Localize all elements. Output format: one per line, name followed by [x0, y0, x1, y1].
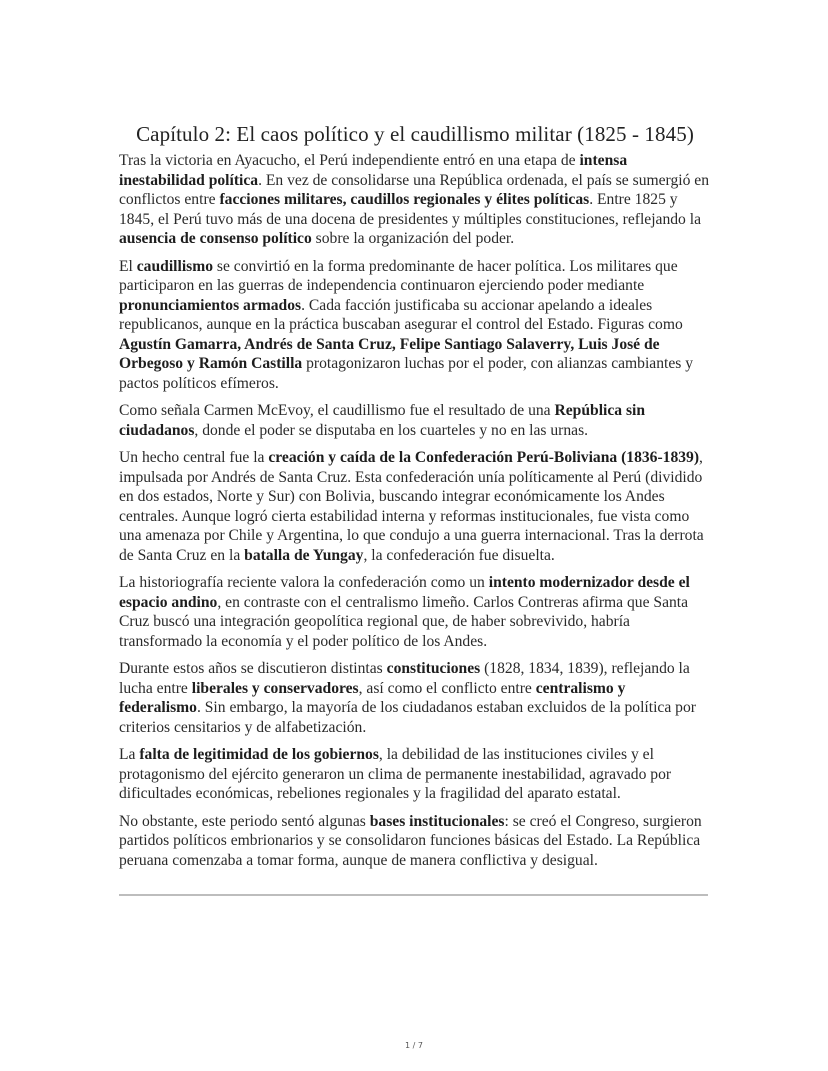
text: Durante estos años se discutieron distintas — [119, 660, 387, 677]
text: , en contraste con el centralismo limeño. Carlos Contreras afirma que Santa Cruz buscó una integración geopolítica regional que, de haber sobrevivido, habría transformado la economía y el poder político de los Andes. — [119, 593, 689, 650]
paragraphs — [119, 151, 711, 870]
paragraph — [119, 151, 711, 249]
bold-text: Agustín Gamarra, Andrés de Santa Cruz, Felipe Santiago Salaverry, Luis José de Orbegoso y Ramón Castilla — [119, 335, 660, 372]
paragraph — [119, 573, 711, 651]
paragraph — [119, 448, 711, 565]
bold-text: pronunciamientos armados — [119, 296, 302, 314]
page-number: 1 / 7 — [405, 1041, 423, 1050]
horizontal-rule — [119, 894, 708, 896]
bold-text: centralismo y federalismo — [119, 679, 626, 716]
text: sobre la organización del poder. — [311, 230, 515, 247]
paragraph — [119, 401, 711, 440]
text: . Entre 1825 y 1845, el Perú tuvo más de una docena de presidentes y múltiples constituciones, reflejando la — [119, 191, 702, 228]
text: Tras la victoria en Ayacucho, el Perú independiente entró en una etapa de — [119, 152, 580, 169]
text: protagonizaron luchas por el poder, con alianzas cambiantes y pactos políticos efímeros. — [119, 355, 694, 392]
text: Un hecho central fue la — [119, 449, 269, 466]
text: Como señala Carmen McEvoy, el caudillismo fue el resultado de una — [119, 402, 555, 419]
bold-text: caudillismo — [136, 257, 214, 275]
text: La — [119, 746, 140, 763]
text: , donde el poder se disputaba en los cuarteles y no en las urnas. — [194, 421, 589, 439]
text: , la confederación fue disuelta. — [363, 546, 555, 564]
bold-text: falta de legitimidad de los gobiernos — [139, 746, 379, 763]
bold-text: intento modernizador desde el espacio andino — [119, 574, 690, 611]
document-body — [119, 121, 711, 878]
paragraph — [119, 745, 711, 804]
bold-text: liberales y conservadores — [191, 679, 359, 697]
bold-text: constituciones — [386, 660, 481, 677]
paragraph — [119, 812, 711, 871]
bold-text: ausencia de consenso político — [119, 230, 312, 247]
text: La historiografía reciente valora la confederación como un — [119, 574, 489, 591]
text: , así como el conflicto entre — [358, 679, 536, 697]
text: (1828, 1834, 1839), reflejando la lucha entre — [119, 660, 690, 697]
bold-text: creación y caída de la Confederación Perú-Boliviana (1836-1839) — [268, 449, 700, 466]
bold-text: bases institucionales — [369, 812, 505, 830]
text: se convirtió en la forma predominante de hacer política. Los militares que participaron en las guerras de independencia continuaron ejerciendo poder mediante — [119, 257, 678, 294]
text: No obstante, este periodo sentó algunas — [119, 812, 370, 830]
text: : se creó el Congreso, surgieron partidos políticos embrionarios y se consolidaron funciones básicas del Estado. La República peruana comenzaba a tomar forma, aunque de manera conflictiva y desigual. — [119, 812, 702, 869]
bold-text: batalla de Yungay — [244, 546, 364, 564]
paragraph — [119, 659, 711, 737]
paragraph — [119, 257, 711, 394]
bold-text: intensa inestabilidad política — [119, 152, 628, 189]
text: , la debilidad de las instituciones civiles y el protagonismo del ejército generaron un clima de permanente inestabilidad, agravado por dificultades económicas, rebeliones regionales y la fragilidad del aparato estatal. — [119, 746, 672, 802]
text: . Cada facción justificaba su accionar apelando a ideales republicanos, aunque en la práctica buscaban asegurar el control del Estado. Figuras como — [119, 296, 683, 333]
text: , impulsada por Andrés de Santa Cruz. Esta confederación unía políticamente al Perú (dividido en dos estados, Norte y Sur) con Bolivia, buscando integrar económicamente los Andes centrales. Aunque logró cierta estabilidad interna y reformas institucionales, fue vista como una amenaza por Chile y Argentina, lo que condujo a una guerra internacional. Tras la derrota de Santa Cruz en la — [119, 449, 704, 564]
chapter-title: Capítulo 2: El caos político y el caudillismo militar (1825 - 1845) — [136, 122, 694, 146]
text: . Sin embargo, la mayoría de los ciudadanos estaban excluidos de la política por criterios censitarios y de alfabetización. — [119, 699, 696, 736]
text: . En vez de consolidarse una República ordenada, el país se sumergió en conflictos entre — [119, 171, 709, 208]
bold-text: facciones militares, caudillos regionales y élites políticas — [219, 191, 590, 208]
text: El — [119, 257, 137, 275]
bold-text: República sin ciudadanos — [119, 402, 646, 439]
